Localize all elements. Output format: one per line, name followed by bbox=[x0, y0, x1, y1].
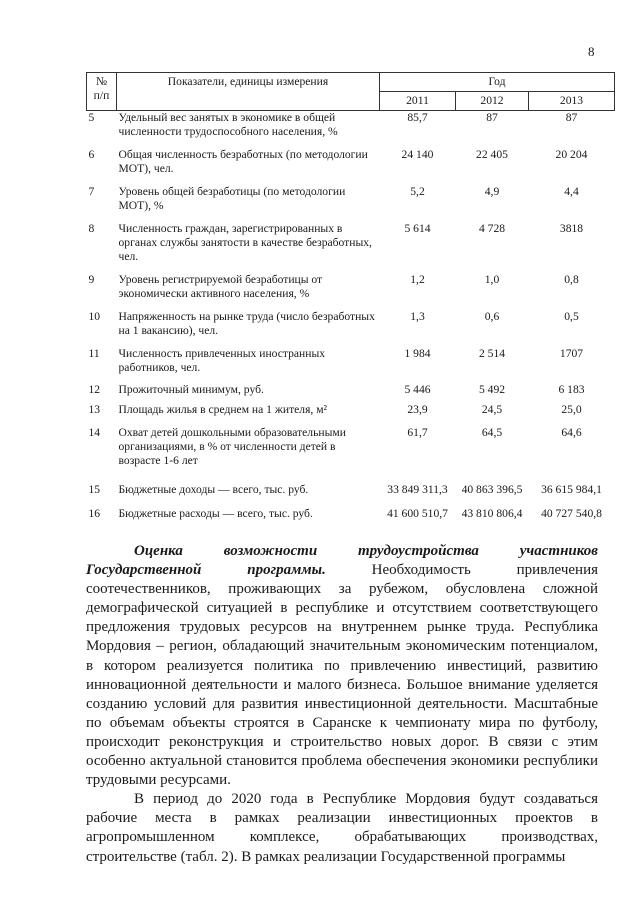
value-2013: 64,6 bbox=[561, 425, 582, 439]
table-row bbox=[87, 185, 615, 222]
row-label: Численность привлеченных иностранных работников, чел. bbox=[118, 346, 326, 374]
value-2011: 1 984 bbox=[404, 346, 431, 360]
table-row bbox=[87, 403, 615, 426]
row-label: Общая численность безработных (по методологии МОТ), чел. bbox=[118, 147, 368, 175]
paragraph-body: Необходимость привлечения соотечественников, проживающих за рубежом, обусловлена сложной демографической ситуацией в республике и отсутствием соответствующего предложения трудовых ресурсов на внутреннем рынке труда. Республика Мордовия – регион, обладающий значительным экономическим потенциалом, в котором реализуется политика по привлечению инвестиций, развитию инновационной деятельности и малого бизнеса. Большое внимание уделяется созданию условий для развития инвестиционной деятельности. Масштабные по объемам объекты строятся в Саранске к чемпионату мира по футболу, происходит реконструкция и строительство новых дорог. В связи с этим особенно актуальной становится проблема обеспечения экономики республики трудовыми ресурсами. bbox=[86, 562, 599, 789]
value-2013: 1707 bbox=[559, 346, 584, 360]
value-2012: 4 728 bbox=[478, 221, 506, 235]
value-2011: 5 614 bbox=[404, 221, 431, 235]
table-row bbox=[87, 347, 615, 383]
header-year-2012: 2012 bbox=[456, 92, 529, 111]
value-2012: 1,0 bbox=[484, 272, 500, 286]
row-number: 11 bbox=[88, 346, 100, 360]
row-number: 5 bbox=[88, 111, 95, 124]
row-number: 16 bbox=[88, 506, 101, 520]
row-label: Бюджетные расходы — всего, тыс. руб. bbox=[118, 506, 313, 520]
paragraph-workplaces: В период до 2020 года в Республике Мордовия будут создаваться рабочие места в рамках реализации инвестиционных проектов в агропромышленном комплексе, обрабатывающих производствах, строительстве (табл. 2). В рамках реализации Государственной программы bbox=[86, 791, 598, 865]
value-2011: 1,2 bbox=[410, 272, 425, 286]
row-label: Численность граждан, зарегистрированных в органах службы занятости в качестве безработных, чел. bbox=[118, 221, 372, 263]
table-row bbox=[87, 148, 615, 185]
value-2012: 24,5 bbox=[481, 402, 503, 416]
value-2011: 5,2 bbox=[410, 184, 425, 198]
table-row bbox=[87, 222, 615, 273]
header-year: Год bbox=[380, 73, 615, 92]
row-label: Уровень общей безработицы (по методологии МОТ), % bbox=[118, 184, 346, 212]
row-label: Уровень регистрируемой безработицы от экономически активного населения, % bbox=[118, 272, 323, 300]
value-2011: 33 849 311,3 bbox=[387, 482, 448, 496]
value-2011: 61,7 bbox=[407, 425, 428, 439]
row-number: 9 bbox=[88, 272, 95, 286]
value-2012: 40 863 396,5 bbox=[461, 482, 523, 496]
row-number: 7 bbox=[88, 184, 95, 198]
row-number: 6 bbox=[88, 147, 95, 161]
table-row bbox=[87, 111, 615, 148]
table-row bbox=[87, 478, 615, 502]
page-number: 8 bbox=[588, 44, 595, 59]
value-2012: 0,6 bbox=[484, 309, 500, 323]
header-number: № п/п bbox=[87, 73, 117, 111]
value-2013: 3818 bbox=[559, 221, 584, 235]
row-number: 13 bbox=[88, 402, 101, 416]
row-number: 10 bbox=[88, 309, 101, 323]
body-text bbox=[86, 542, 598, 867]
row-label: Напряженность на рынке труда (число безработных на 1 вакансию), чел. bbox=[118, 309, 375, 337]
row-number: 15 bbox=[88, 482, 101, 496]
value-2013: 36 615 984,1 bbox=[541, 482, 602, 496]
value-2011: 85,7 bbox=[407, 111, 428, 124]
value-2013: 87 bbox=[565, 111, 578, 124]
value-2013: 4,4 bbox=[564, 184, 579, 198]
value-2013: 25,0 bbox=[561, 402, 582, 416]
indicators-table bbox=[86, 72, 615, 526]
value-2012: 4,9 bbox=[484, 184, 500, 198]
header-year-2013: 2013 bbox=[529, 92, 615, 111]
value-2011: 24 140 bbox=[401, 147, 434, 161]
value-2011: 41 600 510,7 bbox=[387, 506, 448, 520]
table-row bbox=[87, 426, 615, 478]
table-row bbox=[87, 310, 615, 347]
value-2011: 5 446 bbox=[404, 382, 431, 396]
table-row bbox=[87, 383, 615, 403]
row-label: Прожиточный минимум, руб. bbox=[118, 382, 264, 396]
table-row bbox=[87, 273, 615, 310]
row-label: Бюджетные доходы — всего, тыс. руб. bbox=[118, 482, 309, 496]
paragraph-employment-assessment bbox=[86, 542, 598, 790]
value-2012: 43 810 806,4 bbox=[461, 506, 523, 520]
row-label: Площадь жилья в среднем на 1 жителя, м² bbox=[118, 402, 328, 416]
row-number: 12 bbox=[88, 382, 101, 396]
value-2012: 87 bbox=[486, 111, 498, 124]
value-2013: 40 727 540,8 bbox=[541, 506, 602, 520]
value-2012: 5 492 bbox=[478, 382, 506, 396]
value-2013: 0,5 bbox=[564, 309, 579, 323]
value-2012: 2 514 bbox=[478, 346, 506, 360]
value-2013: 20 204 bbox=[555, 147, 588, 161]
header-year-2011: 2011 bbox=[380, 92, 456, 111]
value-2013: 0,8 bbox=[564, 272, 579, 286]
row-label: Удельный вес занятых в экономике в общей численности трудоспособного населения, % bbox=[118, 111, 338, 138]
value-2012: 22 405 bbox=[476, 147, 508, 161]
value-2012: 64,5 bbox=[481, 425, 503, 439]
section-heading: Оценка возможности трудоустройства участников Государственной программы. bbox=[86, 543, 598, 579]
row-label: Охват детей дошкольными образовательными организациями, в % от численности детей в возрасте 1-6 лет bbox=[118, 425, 346, 467]
row-number: 8 bbox=[88, 221, 95, 235]
table-row bbox=[87, 502, 615, 526]
header-indicator: Показатели, единицы измерения bbox=[117, 73, 380, 111]
row-number: 14 bbox=[88, 425, 101, 439]
value-2011: 23,9 bbox=[407, 402, 428, 416]
value-2011: 1,3 bbox=[410, 309, 425, 323]
value-2013: 6 183 bbox=[558, 382, 585, 396]
